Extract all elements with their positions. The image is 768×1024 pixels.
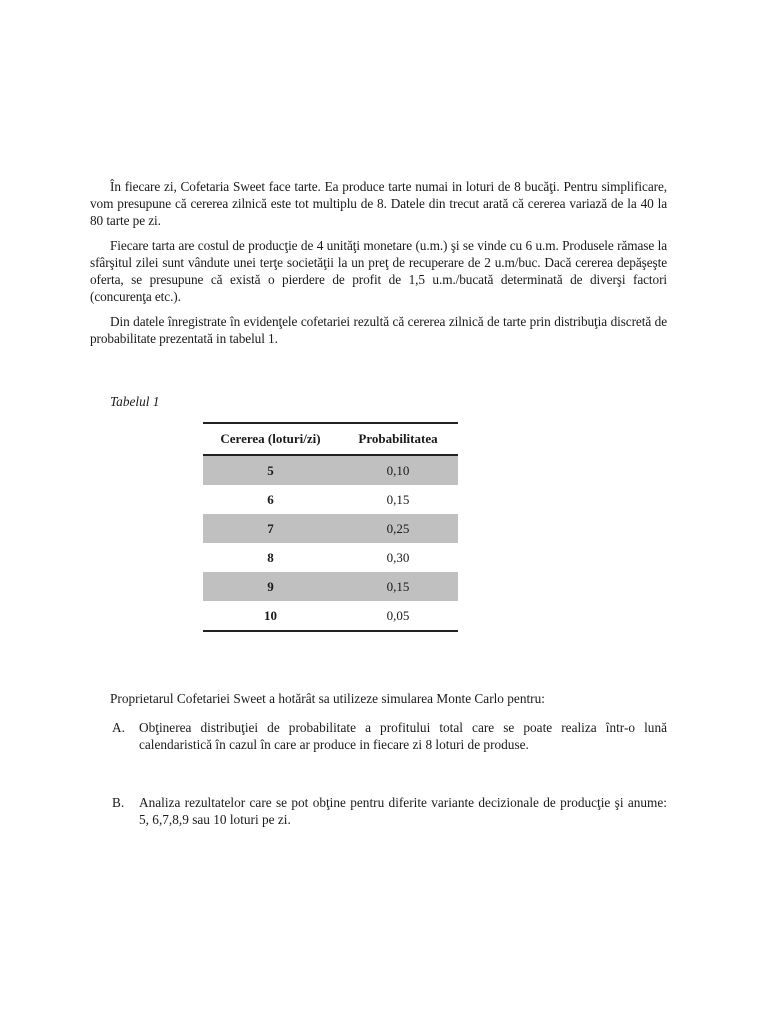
probability-cell: 0,25 xyxy=(338,514,458,543)
table-row xyxy=(203,455,458,485)
table-row xyxy=(203,601,458,631)
list-marker: B. xyxy=(112,795,125,810)
table-row xyxy=(203,543,458,572)
table-row xyxy=(203,514,458,543)
header-probability: Probabilitatea xyxy=(338,423,458,455)
paragraph-intro: În fiecare zi, Cofetaria Sweet face tarte. Ea produce tarte numai in loturi de 8 bucăţi. Pentru simplificare, vom presupune că cererea zilnică este tot multiplu de 8. Datele din trecut arată că cererea variază de la 40 la 80 tarte pe zi. xyxy=(90,179,667,228)
demand-cell: 9 xyxy=(203,572,338,601)
table-row xyxy=(203,485,458,514)
list-intro: Proprietarul Cofetariei Sweet a hotărât sa utilizeze simularea Monte Carlo pentru: xyxy=(110,691,545,706)
list-text: Obţinerea distribuţiei de probabilitate a profitului total care se poate realiza într-o lună calendaristică în cazul în care ar produce in fiecare zi 8 loturi de produse. xyxy=(139,720,667,752)
paragraph-costs: Fiecare tarta are costul de producţie de 4 unităţi monetare (u.m.) şi se vinde cu 6 u.m. Produsele rămase la sfârşitul zilei sunt vândute unei terţe societăţii la un preţ de recuperare de 2 u.m/buc. Dacă cererea depăşeşte oferta, se presupune că există o pierdere de profit de 1,5 u.m./bucată determinată de diverşi factori (concurenţa etc.). xyxy=(90,238,667,304)
demand-cell: 6 xyxy=(267,491,274,507)
probability-cell: 0,10 xyxy=(338,455,458,485)
probability-table xyxy=(203,422,458,632)
table-caption: Tabelul 1 xyxy=(110,394,160,409)
probability-cell: 0,05 xyxy=(338,601,458,631)
header-demand: Cererea (loturi/zi) xyxy=(203,423,338,455)
demand-cell: 8 xyxy=(267,549,274,565)
list-item-b xyxy=(112,794,667,828)
probability-cell: 0,15 xyxy=(386,491,410,507)
paragraph-distribution: Din datele înregistrate în evidenţele cofetariei rezultă că cererea zilnică de tarte prin distribuţia discretă de probabilitate prezentată in tabelul 1. xyxy=(90,314,667,346)
list-text: Analiza rezultatelor care se pot obţine pentru diferite variante decizionale de producţie şi anume: 5, 6,7,8,9 sau 10 loturi pe zi. xyxy=(139,795,667,827)
demand-cell: 7 xyxy=(203,514,338,543)
table-header-row xyxy=(203,423,458,455)
document-body xyxy=(90,178,667,355)
probability-cell: 0,30 xyxy=(386,549,410,565)
list-marker: A. xyxy=(112,720,125,735)
list-item-a xyxy=(112,719,667,753)
probability-cell: 0,15 xyxy=(338,572,458,601)
demand-cell: 5 xyxy=(203,455,338,485)
table-row xyxy=(203,572,458,601)
demand-cell: 10 xyxy=(203,601,338,631)
